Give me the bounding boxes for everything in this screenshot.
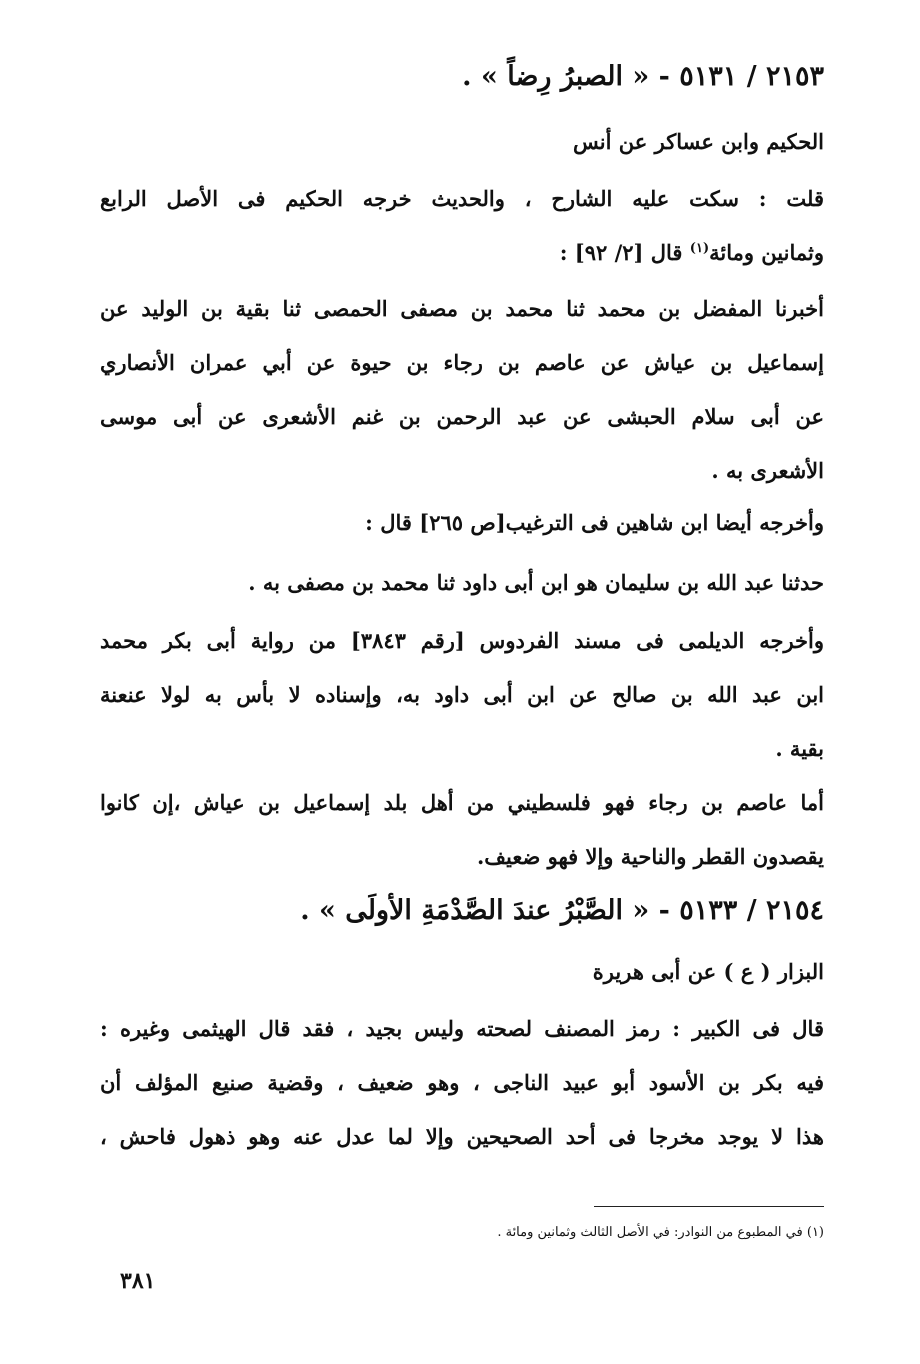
- text-fragment: وثمانين ومائة: [709, 240, 824, 265]
- text-line: أما عاصم بن رجاء فهو فلسطيني من أهل بلد إسماعيل بن عياش ،إن كانوا: [100, 790, 824, 815]
- entry-source-2154: البزار ( ع ) عن أبى هريرة: [592, 959, 824, 984]
- paragraph-haddathana: [100, 556, 824, 610]
- entry-source-2153: الحكيم وابن عساكر عن أنس: [573, 129, 824, 154]
- text-line: قلت : سكت عليه الشارح ، والحديث خرجه الحكيم فى الأصل الرابع: [100, 186, 824, 211]
- text-line: ابن عبد الله بن صالح عن ابن أبى داود به، وإسناده لا بأس به لولا عنعنة: [100, 682, 824, 707]
- text-line: بقية .: [775, 736, 824, 761]
- text-line: وأخرجه أيضا ابن شاهين فى الترغيب[ص ٢٦٥] قال :: [365, 510, 824, 535]
- paragraph-qult: [100, 172, 824, 280]
- text-line: وأخرجه الديلمى فى مسند الفردوس [رقم ٣٨٤٣] من رواية أبى بكر محمد: [100, 628, 824, 653]
- footnote-divider: [594, 1206, 824, 1207]
- footnote: (١) في المطبوع من النوادر: في الأصل الثالث وثمانين ومائة .: [497, 1225, 824, 1240]
- text-line: هذا لا يوجد مخرجا فى أحد الصحيحين وإلا لما عدل عنه وهو ذهول فاحش ،: [100, 1124, 824, 1149]
- text-line: فيه بكر بن الأسود أبو عبيد الناجى ، وهو ضعيف ، وقضية صنيع المؤلف أن: [100, 1070, 824, 1095]
- paragraph-kabir: [100, 1002, 824, 1164]
- text-line: حدثنا عبد الله بن سليمان هو ابن أبى داود ثنا محمد بن مصفى به .: [248, 570, 824, 595]
- page-number: ٣٨١: [120, 1268, 156, 1294]
- paragraph-daylami: [100, 614, 824, 776]
- paragraph-isnad: [100, 282, 824, 498]
- text-line: يقصدون القطر والناحية وإلا فهو ضعيف.: [476, 844, 824, 869]
- text-line: قال فى الكبير : رمز المصنف لصحته وليس بجيد ، فقد قال الهيثمى وغيره :: [100, 1016, 824, 1041]
- text-line: أخبرنا المفضل بن محمد ثنا محمد بن مصفى الحمصى ثنا بقية بن الوليد عن: [100, 296, 824, 321]
- paragraph-asim: [100, 776, 824, 884]
- paragraph-ibn-shahin: [100, 496, 824, 550]
- entry-heading-2154: ٢١٥٤ / ٥١٣٣ - « الصَّبْرُ عندَ الصَّدْمَةِ الأولَى » .: [300, 895, 824, 926]
- text-line: عن أبى سلام الحبشى عن عبد الرحمن بن غنم الأشعرى عن أبى موسى: [100, 404, 824, 429]
- text-line: [100, 226, 824, 280]
- text-line: الأشعرى به .: [711, 458, 824, 483]
- text-fragment: قال [٢/ ٩٢] :: [559, 240, 690, 265]
- text-line: إسماعيل بن عياش عن عاصم بن رجاء بن حيوة عن أبي عمران الأنصاري: [100, 350, 824, 375]
- entry-heading-2153: ٢١٥٣ / ٥١٣١ - « الصبرُ رِضاً » .: [462, 61, 824, 92]
- footnote-marker: (١): [689, 241, 710, 256]
